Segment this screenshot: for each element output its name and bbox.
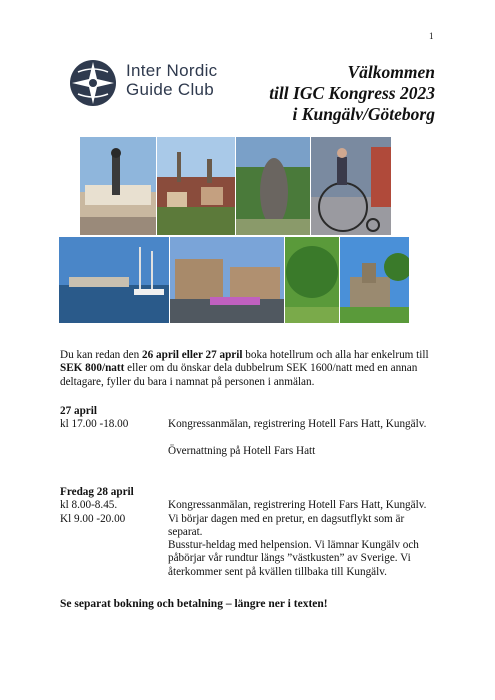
photo-runestone	[236, 137, 310, 235]
schedule-time: kl 8.00-8.45.	[60, 499, 118, 512]
intro-paragraph: Du kan redan den 26 april eller 27 april boka hotellrum och alla har enkelrum till SEK 800/natt eller om du önskar dela dubbelrum SEK 1600/natt med en annan deltagare, fyller du bara i namnat på personen i anmälan.	[60, 349, 429, 388]
schedule-row	[60, 539, 440, 579]
photo-museum-avenue	[170, 237, 284, 323]
schedule-time	[60, 445, 168, 458]
logo-line-1: Inter Nordic	[126, 61, 218, 80]
schedule-text: Övernattning på Hotell Fars Hatt	[168, 444, 316, 457]
dates-highlight: 26 april eller 27 april	[142, 349, 243, 361]
photo-penny-farthing	[311, 137, 391, 235]
schedule-row	[60, 445, 440, 458]
day-28-april	[60, 486, 440, 579]
igc-logo	[68, 58, 248, 108]
schedule-row	[60, 418, 440, 431]
schedule-time: kl 17.00 -18.00	[60, 418, 129, 431]
booking-note: Se separat bokning och betalning – längre ner i texten!	[60, 598, 328, 610]
photo-harbour	[59, 237, 169, 323]
title-line-2: till IGC Kongress 2023	[269, 83, 435, 103]
schedule-time	[60, 539, 168, 579]
globe-compass-logo-icon	[68, 58, 118, 108]
photo-rooftops	[157, 137, 235, 235]
schedule-text: Kongressanmälan, registrering Hotell Fars Hatt, Kungälv.	[168, 499, 427, 512]
logo-line-2: Guide Club	[126, 80, 215, 99]
welcome-title	[269, 62, 435, 125]
day-heading: Fredag 28 april	[60, 486, 134, 498]
title-line-3: i Kungälv/Göteborg	[292, 104, 435, 124]
page-number: 1	[429, 31, 434, 41]
price-highlight: SEK 800/natt	[60, 362, 125, 375]
schedule-text: Kongressanmälan, registrering Hotell Fars Hatt, Kungälv.	[168, 418, 427, 431]
photo-collage	[59, 137, 409, 323]
title-line-1: Välkommen	[347, 62, 435, 82]
photo-fortress	[340, 237, 409, 323]
schedule-text: Vi börjar dagen med en pretur, en dagsutflykt som är separat.	[168, 512, 405, 538]
photo-tree-hill	[285, 237, 339, 323]
day-heading: 27 april	[60, 405, 97, 417]
schedule-text: Busstur-heldag med helpension. Vi lämnar Kungälv och påbörjar vår rundtur längs ”västkusten” av Sverige. Vi återkommer sent på kvällen tillbaka till Kungälv.	[168, 539, 419, 578]
photo-statue-square	[80, 137, 156, 235]
schedule-row	[60, 499, 440, 512]
day-27-april	[60, 405, 440, 458]
schedule-time: Kl 9.00 -20.00	[60, 512, 126, 525]
schedule-row	[60, 513, 440, 540]
